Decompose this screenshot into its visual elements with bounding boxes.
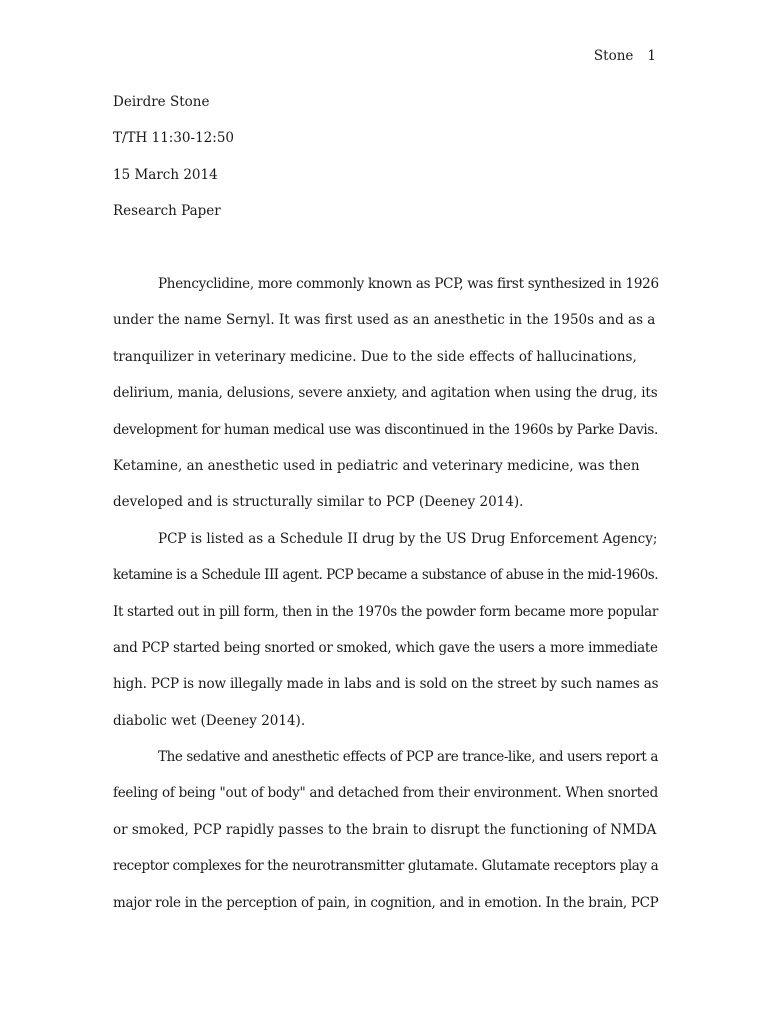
text-line: delirium, mania, delusions, severe anxiety, and agitation when using the drug, its <box>113 385 658 402</box>
text-line: Phencyclidine, more commonly known as PCP, was first synthesized in 1926 <box>158 276 659 292</box>
text-line: high. PCP is now illegally made in labs and is sold on the street by such names as <box>113 676 659 693</box>
text-line: tranquilizer in veterinary medicine. Due to the side effects of hallucinations, <box>113 348 637 365</box>
page-number: 1 <box>647 48 656 64</box>
text-line: development for human medical use was discontinued in the 1960s by Parke Davis. <box>113 421 658 438</box>
text-line: and PCP started being snorted or smoked, which gave the users a more immediate <box>113 639 658 656</box>
class-time: T/TH 11:30-12:50 <box>113 130 234 147</box>
paper-body <box>113 274 658 929</box>
paragraph <box>113 747 658 929</box>
text-line: developed and is structurally similar to PCP (Deeney 2014). <box>113 494 524 511</box>
paper-date: 15 March 2014 <box>113 166 218 183</box>
text-line: major role in the perception of pain, in cognition, and in emotion. In the brain, PCP <box>113 894 659 911</box>
text-line: receptor complexes for the neurotransmitter glutamate. Glutamate receptors play a <box>113 858 659 875</box>
mla-heading <box>113 92 658 238</box>
text-line: Ketamine, an anesthetic used in pediatric and veterinary medicine, was then <box>113 457 640 474</box>
text-line: feeling of being "out of body" and detached from their environment. When snorted <box>113 785 658 802</box>
text-line: The sedative and anesthetic effects of PCP are trance-like, and users report a <box>158 749 658 766</box>
student-name: Deirdre Stone <box>113 94 210 110</box>
text-line: PCP is listed as a Schedule II drug by the US Drug Enforcement Agency; <box>158 530 658 547</box>
text-line: It started out in pill form, then in the 1970s the powder form became more popular <box>113 603 659 620</box>
paragraph <box>113 529 658 747</box>
running-head <box>594 46 656 66</box>
text-line: under the name Sernyl. It was first used as an anesthetic in the 1950s and as a <box>113 312 656 329</box>
running-head-surname: Stone <box>593 48 634 64</box>
text-line: ketamine is a Schedule III agent. PCP became a substance of abuse in the mid-1960s. <box>113 567 658 584</box>
text-line: or smoked, PCP rapidly passes to the brain to disrupt the functioning of NMDA <box>113 821 657 838</box>
assignment-title: Research Paper <box>113 203 221 220</box>
text-line: diabolic wet (Deeney 2014). <box>113 712 306 729</box>
paragraph <box>113 274 658 529</box>
